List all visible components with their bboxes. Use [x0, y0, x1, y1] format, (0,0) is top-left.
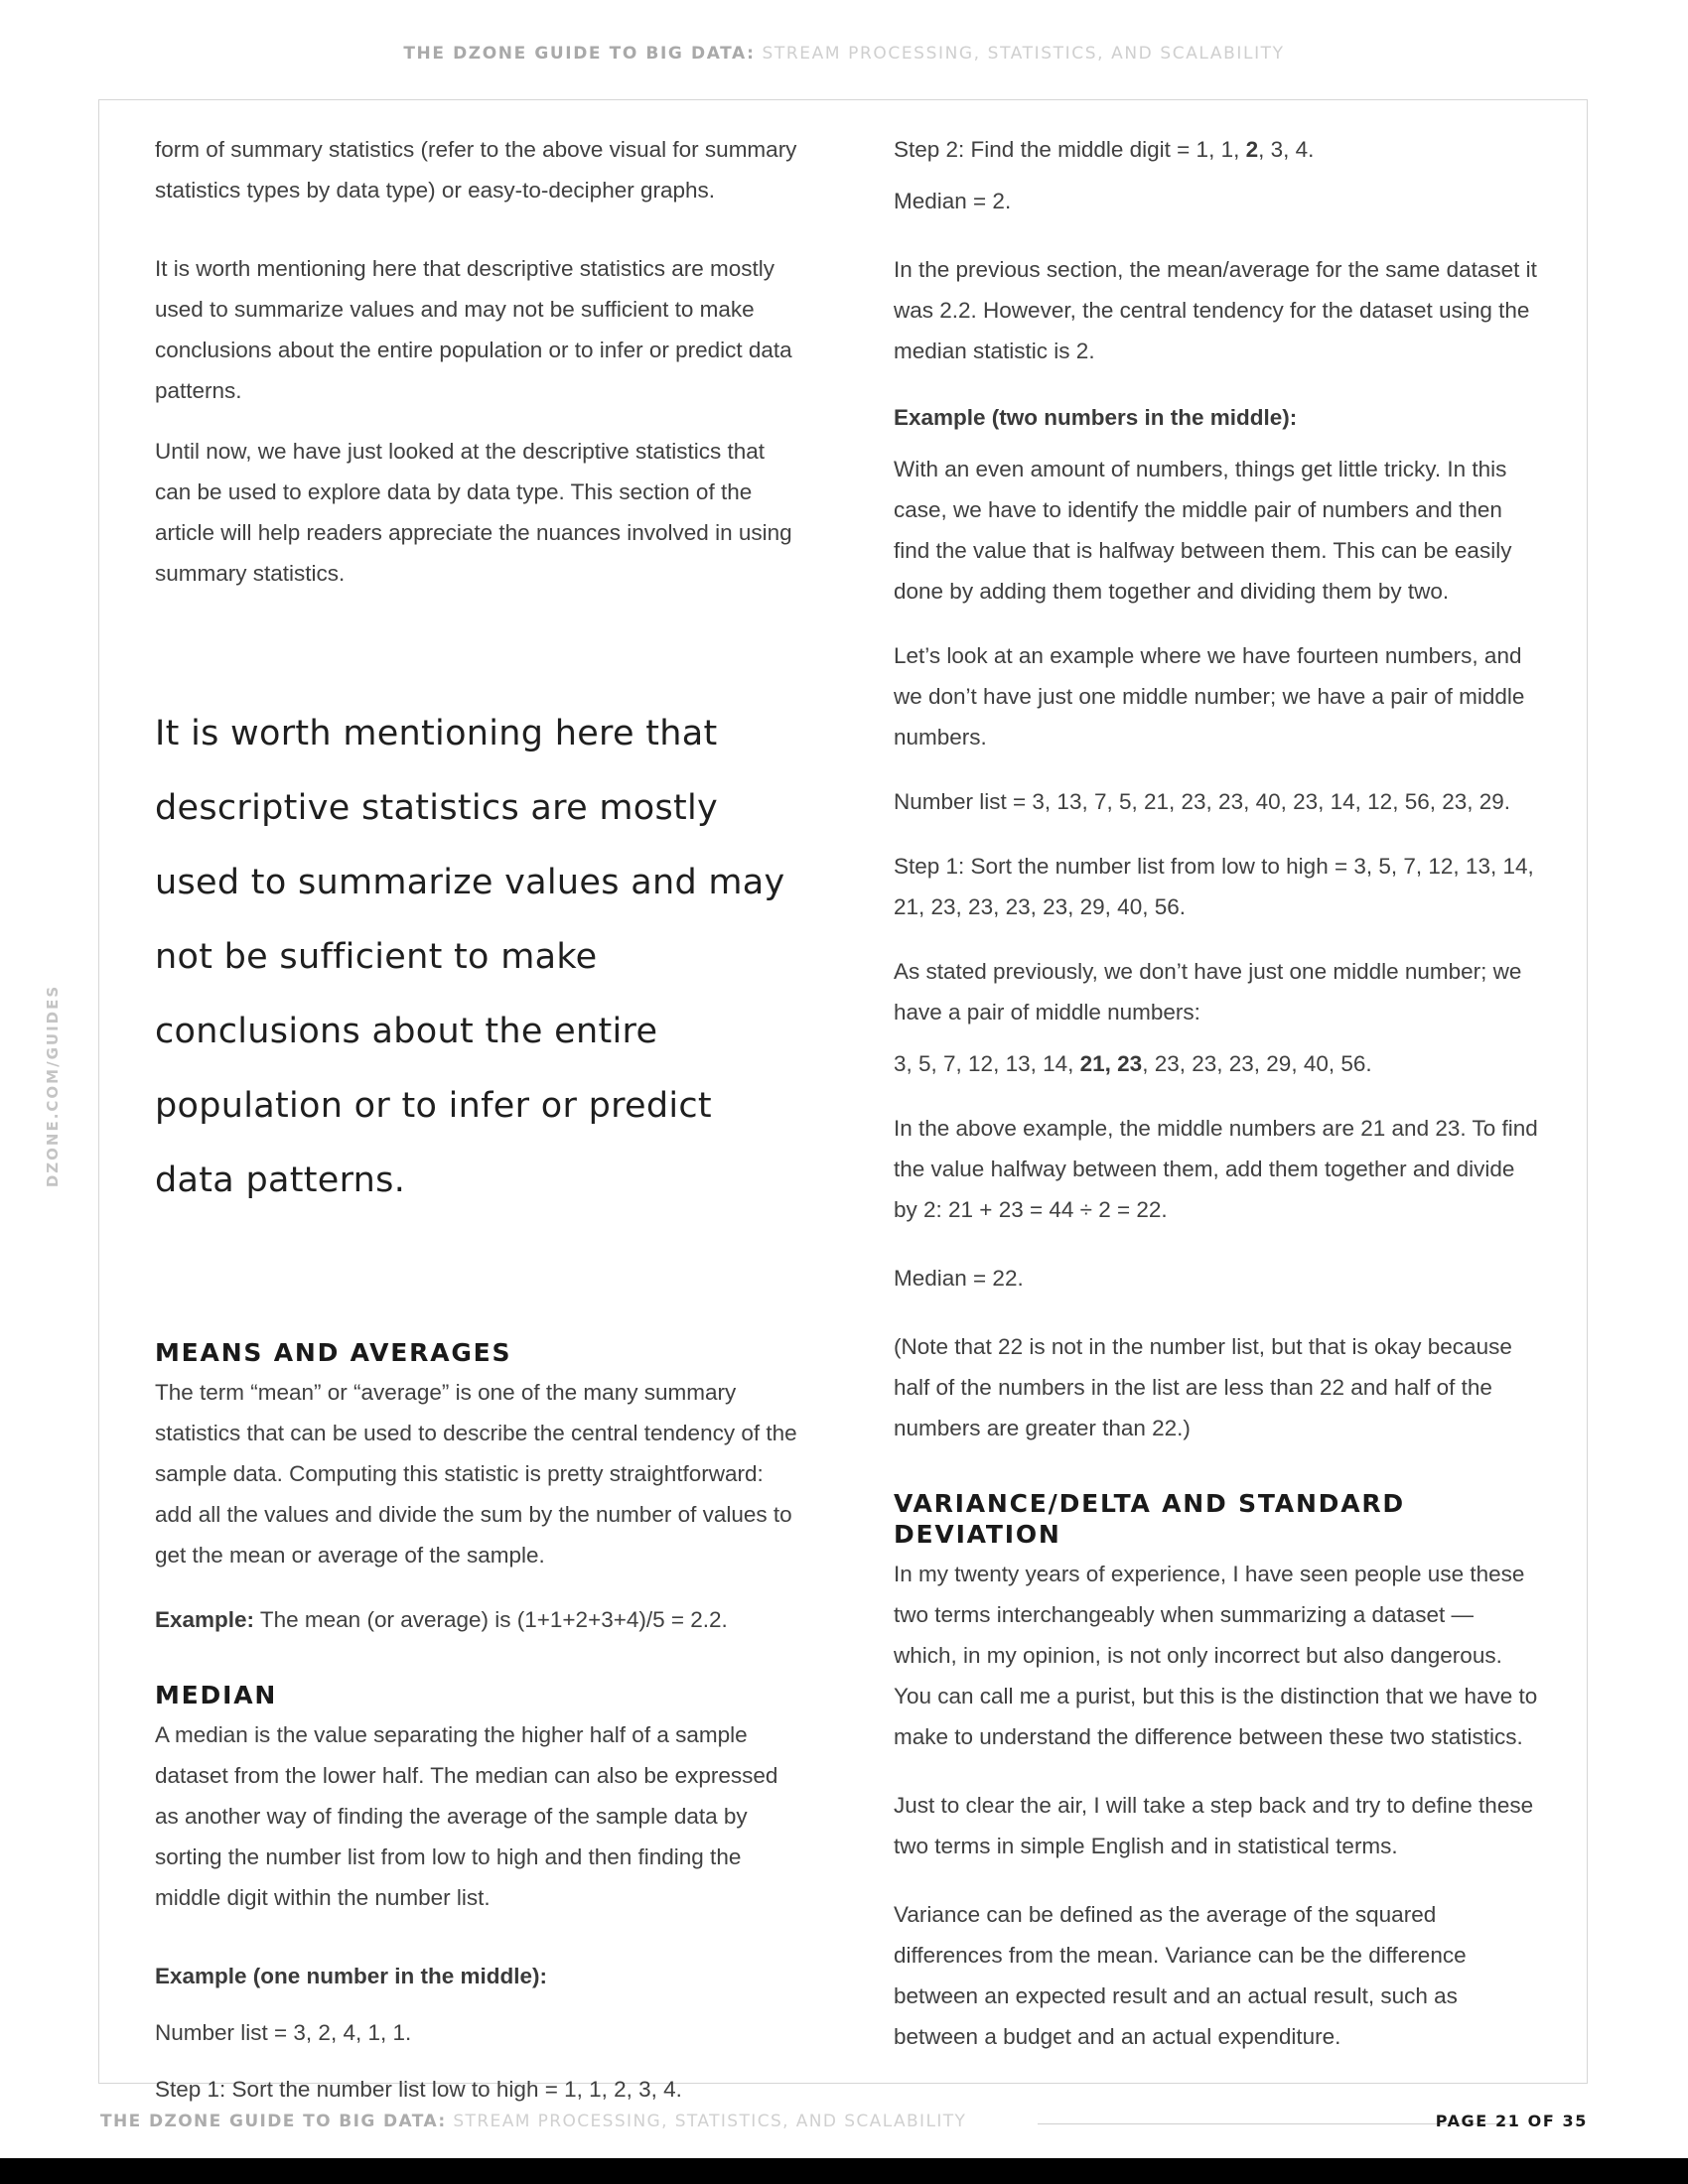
header-title-light: STREAM PROCESSING, STATISTICS, AND SCALABILITY	[762, 44, 1285, 64]
median-result: Median = 2.	[894, 189, 1012, 213]
means-example	[155, 1599, 800, 1640]
example-heading: Example (two numbers in the middle):	[894, 405, 1298, 430]
left-column	[155, 129, 800, 2133]
step-1: Step 1: Sort the number list low to high = 1, 1, 2, 3, 4.	[155, 2077, 682, 2102]
step-2-text-end: , 3, 4.	[1258, 137, 1315, 162]
pull-quote: It is worth mentioning here that descriptive statistics are mostly used to summarize values and may not be sufficient to make conclusions about the entire population or to infer or predict data patterns.	[155, 714, 785, 1200]
paragraph: Let’s look at an example where we have fourteen numbers, and we don’t have just one middle number; we have a pair of middle numbers.	[894, 643, 1525, 750]
middle-pair: 21, 23	[1079, 1051, 1143, 1076]
section-heading-means: MEANS AND AVERAGES	[155, 1338, 512, 1367]
paragraph: The term “mean” or “average” is one of the many summary statistics that can be used to describe the central tendency of the sample data. Computing this statistic is pretty straightforward: add all the values and divide the sum by the number of values to get the mean or average of the sample.	[155, 1380, 797, 1568]
footer-title	[100, 2112, 966, 2131]
paragraph: With an even amount of numbers, things get little tricky. In this case, we have to identify the middle pair of numbers and then find the value that is halfway between them. This can be easily done by adding them together and dividing them by two.	[894, 457, 1512, 604]
sequence-text-end: , 23, 23, 23, 29, 40, 56.	[1142, 1051, 1372, 1076]
sequence-text: 3, 5, 7, 12, 13, 14,	[894, 1051, 1080, 1076]
paragraph: In the above example, the middle numbers are 21 and 23. To find the value halfway between them, add them together and divide by 2: 21 + 23 = 44 ÷ 2 = 22.	[894, 1116, 1538, 1222]
paragraph: It is worth mentioning here that descriptive statistics are mostly used to summarize values and may not be sufficient to make conclusions about the entire population or to infer or predict data patterns.	[155, 256, 792, 403]
paragraph: A median is the value separating the higher half of a sample dataset from the lower half. The median can also be expressed as another way of finding the average of the sample data by sorting the number list from low to high and then finding the middle digit within the number list.	[155, 1722, 778, 1910]
example-label: Example:	[155, 1607, 255, 1632]
footer-title-light: STREAM PROCESSING, STATISTICS, AND SCALABILITY	[453, 2112, 967, 2131]
header-title-strong: THE DZONE GUIDE TO BIG DATA:	[403, 44, 756, 64]
section-heading-variance: VARIANCE/DELTA AND STANDARD DEVIATION	[894, 1489, 1405, 1549]
footer-title-strong: THE DZONE GUIDE TO BIG DATA:	[100, 2112, 447, 2131]
step-1: Step 1: Sort the number list from low to high = 3, 5, 7, 12, 13, 14, 21, 23, 23, 23, 23, 29, 40, 56.	[894, 854, 1534, 919]
step-2-text: Step 2: Find the middle digit = 1, 1,	[894, 137, 1246, 162]
paragraph: Just to clear the air, I will take a step back and try to define these two terms in simple English and in statistical terms.	[894, 1793, 1534, 1858]
page-footer	[100, 2112, 1590, 2141]
right-column	[894, 129, 1539, 2081]
running-header	[0, 44, 1688, 64]
paragraph: As stated previously, we don’t have just one middle number; we have a pair of middle numbers:	[894, 959, 1522, 1024]
median-result: Median = 22.	[894, 1266, 1024, 1291]
paragraph: In the previous section, the mean/average for the same dataset it was 2.2. However, the central tendency for the dataset using the median statistic is 2.	[894, 257, 1537, 363]
example-text: The mean (or average) is (1+1+2+3+4)/5 = 2.2.	[254, 1607, 728, 1632]
page-number: PAGE 21 OF 35	[1435, 2112, 1588, 2130]
paragraph: Variance can be defined as the average of the squared differences from the mean. Variance can be the difference between an expected result and an actual result, such as between a budget and an actual expenditure.	[894, 1902, 1467, 2049]
note: (Note that 22 is not in the number list, but that is okay because half of the numbers in the list are less than 22 and half of the numbers are greater than 22.)	[894, 1334, 1512, 1440]
paragraph: Until now, we have just looked at the descriptive statistics that can be used to explore data by data type. This section of the article will help readers appreciate the nuances involved in using summary statistics.	[155, 439, 792, 586]
bottom-bar	[0, 2158, 1688, 2184]
paragraph: form of summary statistics (refer to the above visual for summary statistics types by data type) or easy-to-decipher graphs.	[155, 137, 797, 203]
sorted-sequence	[894, 1043, 1539, 1084]
middle-digit: 2	[1245, 137, 1259, 162]
number-list: Number list = 3, 2, 4, 1, 1.	[155, 2020, 412, 2045]
step-2	[894, 129, 1539, 170]
section-heading-median: MEDIAN	[155, 1681, 278, 1709]
sidebar-guides-label: DZONE.COM/GUIDES	[44, 984, 62, 1188]
number-list: Number list = 3, 13, 7, 5, 21, 23, 23, 40, 23, 14, 12, 56, 23, 29.	[894, 789, 1511, 814]
paragraph: In my twenty years of experience, I have seen people use these two terms interchangeably when summarizing a dataset — which, in my opinion, is not only incorrect but also dangerous. You can call me a purist, but this is the distinction that we have to make to understand the difference between these two statistics.	[894, 1562, 1538, 1749]
example-heading: Example (one number in the middle):	[155, 1964, 548, 1988]
